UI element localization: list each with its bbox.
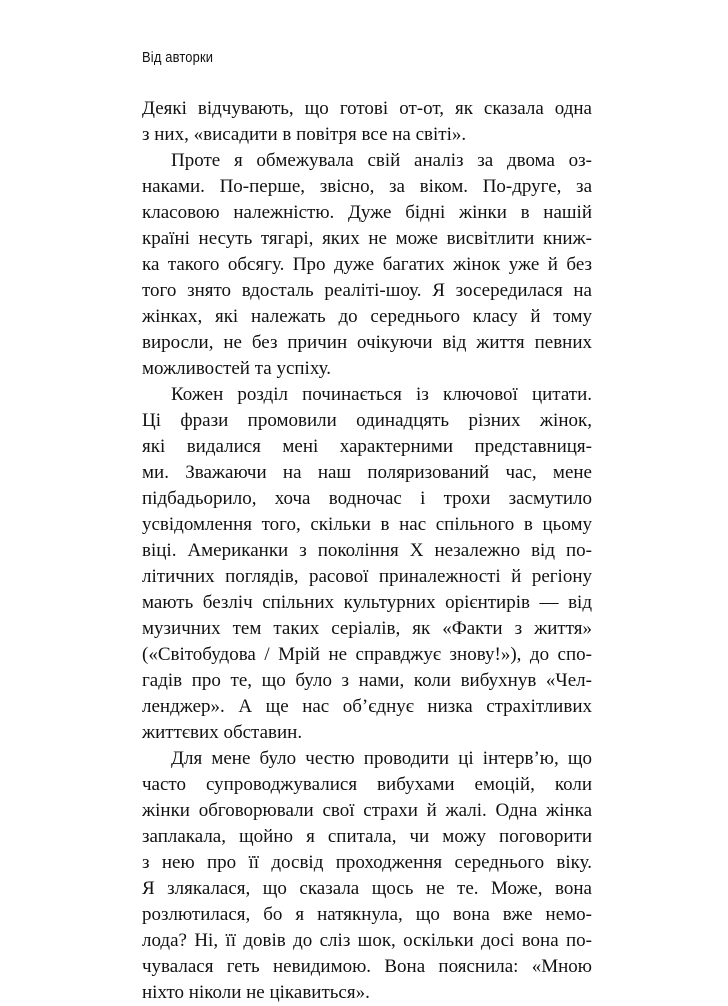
text-line: гадів про те, що було з нами, коли вибухнув «Чел- bbox=[142, 670, 592, 691]
text-line: які видалися мені характерними представниця- bbox=[142, 436, 592, 457]
text-line: заплакала, щойно я спитала, чи можу поговорити bbox=[142, 826, 592, 847]
text-line: Кожен розділ починається із ключової цитати. bbox=[171, 384, 592, 405]
text-line: чувалася геть невидимою. Вона пояснила: «Мною bbox=[142, 956, 592, 977]
text-line: віці. Американки з покоління X незалежно від по- bbox=[142, 540, 592, 561]
text-line: того знято вдосталь реаліті-шоу. Я зосередилася на bbox=[142, 280, 592, 301]
text-line: класовою належністю. Дуже бідні жінки в нашій bbox=[142, 202, 592, 223]
text-line: Я злякалася, що сказала щось не те. Може, вона bbox=[142, 878, 592, 899]
text-line: розлютилася, бо я натякнула, що вона вже немо- bbox=[142, 904, 592, 925]
text-line: Деякі відчувають, що готові от-от, як сказала одна bbox=[142, 98, 592, 119]
text-line: жінки обговорювали свої страхи й жалі. Одна жінка bbox=[142, 800, 592, 821]
text-line: усвідомлення того, скільки в нас спільного в цьому bbox=[142, 514, 592, 535]
text-line: наками. По-перше, звісно, за віком. По-друге, за bbox=[142, 176, 592, 197]
text-line: часто супроводжувалися вибухами емоцій, коли bbox=[142, 774, 592, 795]
text-line: ніхто ніколи не цікавиться». bbox=[142, 982, 370, 1003]
text-line: лода? Ні, її довів до сліз шок, оскільки досі вона по- bbox=[142, 930, 592, 951]
text-line: можливостей та успіху. bbox=[142, 358, 331, 379]
text-line: ка такого обсягу. Про дуже багатих жінок уже й без bbox=[142, 254, 592, 275]
body-text bbox=[142, 96, 592, 1006]
text-line: країні несуть тягарі, яких не може висвітлити книж- bbox=[142, 228, 592, 249]
running-header: Від авторки bbox=[142, 49, 214, 66]
text-line: ленджер». А ще нас об’єднує низка страхітливих bbox=[142, 696, 592, 717]
text-line: Для мене було честю проводити ці інтерв’ю, що bbox=[171, 748, 592, 769]
text-line: музичних тем таких серіалів, як «Факти з життя» bbox=[142, 618, 592, 639]
text-line: життєвих обставин. bbox=[142, 722, 303, 743]
text-line: з нею про її досвід проходження середнього віку. bbox=[142, 852, 592, 873]
text-line: мають безліч спільних культурних орієнтирів — від bbox=[142, 592, 592, 613]
text-line: жінках, які належать до середнього класу й тому bbox=[142, 306, 592, 327]
text-line: з них, «висадити в повітря все на світі». bbox=[142, 124, 467, 145]
text-line: Проте я обмежувала свій аналіз за двома оз- bbox=[171, 150, 592, 171]
text-line: ми. Зважаючи на наш поляризований час, мене bbox=[142, 462, 592, 483]
text-line: підбадьорило, хоча водночас і трохи засмутило bbox=[142, 488, 592, 509]
text-line: виросли, не без причин очікуючи від життя певних bbox=[142, 332, 592, 353]
text-line: літичних поглядів, расової приналежності й регіону bbox=[142, 566, 592, 587]
text-line: Ці фрази промовили одинадцять різних жінок, bbox=[142, 410, 592, 431]
text-line: («Світобудова / Мрій не справджує знову!»), до спо- bbox=[142, 644, 592, 665]
